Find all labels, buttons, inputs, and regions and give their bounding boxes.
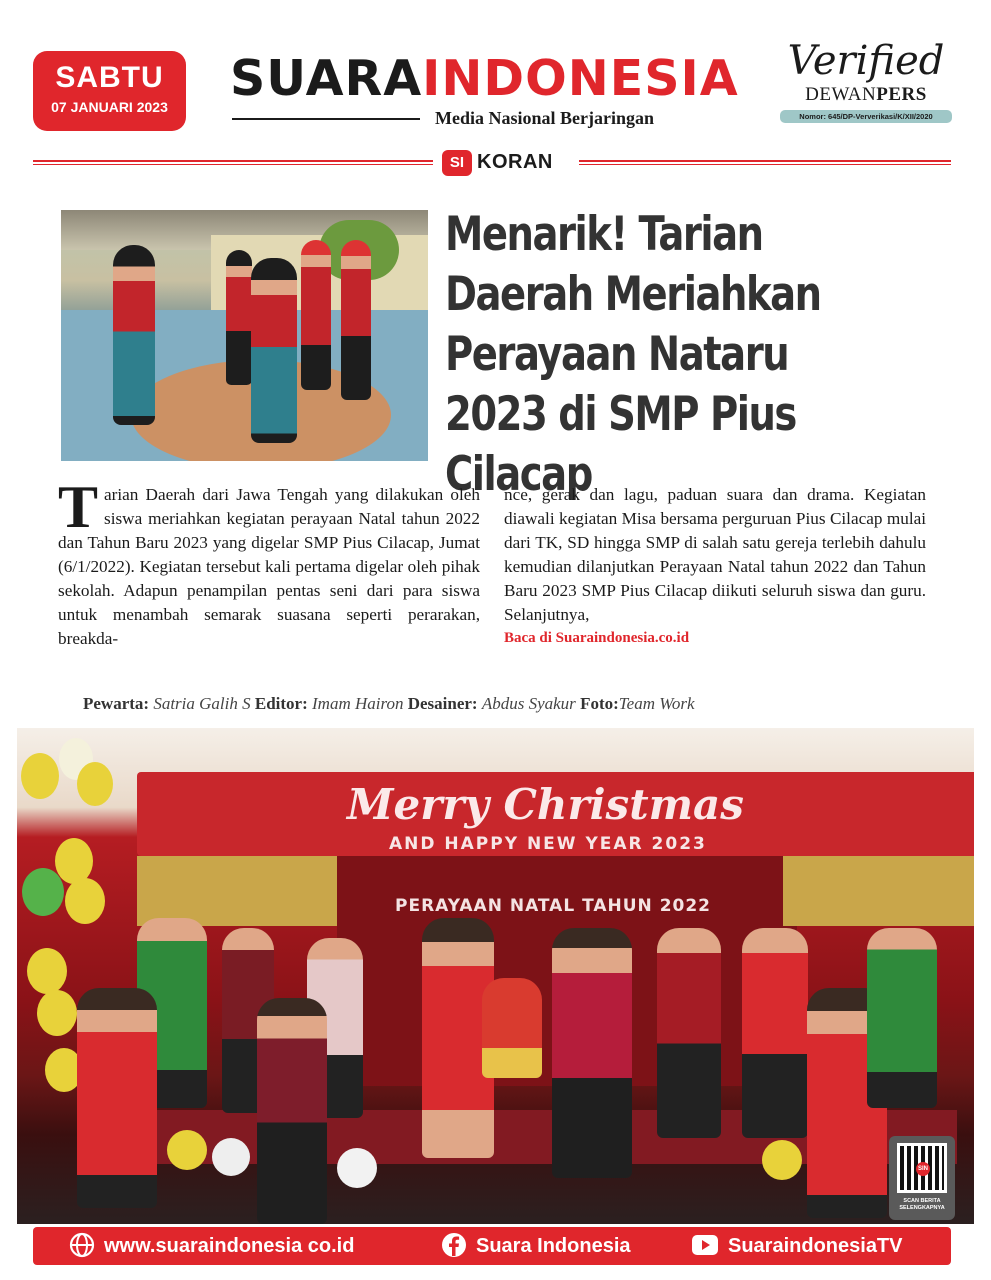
footer-bar xyxy=(33,1227,951,1265)
photo-balloon xyxy=(762,1140,802,1180)
article-headline: Menarik! Tarian Daerah Meriahkan Perayaan Nataru 2023 di SMP Pius Cilacap xyxy=(445,207,821,502)
editor-label: Editor: xyxy=(254,694,308,713)
photo-balloon xyxy=(212,1138,250,1176)
foto-label: Foto: xyxy=(580,694,619,713)
photo-curtain-left xyxy=(137,856,337,926)
section-label: KORAN xyxy=(477,151,553,173)
banner-happy-new-year: AND HAPPY NEW YEAR 2023 xyxy=(389,834,707,854)
facebook-icon xyxy=(441,1232,467,1258)
photo-performer xyxy=(482,978,542,1078)
day-label: SABTU xyxy=(55,61,164,94)
photo-balloon xyxy=(337,1148,377,1188)
dewan-pers xyxy=(776,84,956,106)
pewarta-label: Pewarta: xyxy=(83,694,150,713)
tagline-rule xyxy=(232,118,420,120)
pers-label: PERS xyxy=(876,84,927,105)
photo-curtain-right xyxy=(783,856,974,926)
article-body xyxy=(58,474,930,673)
photo-performer xyxy=(657,928,721,1138)
photo-balloon xyxy=(27,948,67,994)
article-photo-dancers xyxy=(61,210,428,461)
photo-performer xyxy=(867,928,937,1108)
pewarta-name: Satria Galih S xyxy=(153,694,251,713)
read-more-link[interactable]: Baca di Suaraindonesia.co.id xyxy=(504,630,690,646)
divider-line-left xyxy=(33,160,433,165)
photo-dancer xyxy=(113,245,155,425)
photo-performer xyxy=(552,928,632,1178)
article-column-1 xyxy=(58,474,480,651)
brand-logo[interactable] xyxy=(230,50,750,128)
divider-line-right xyxy=(579,160,951,165)
photo-balloon xyxy=(167,1130,207,1170)
qr-pattern xyxy=(897,1143,947,1193)
article-photo-stage xyxy=(17,728,974,1224)
footer-youtube: SuaraindonesiaTV xyxy=(728,1235,903,1257)
photo-performer xyxy=(77,988,157,1208)
date-label: 07 JANUARI 2023 xyxy=(51,99,168,115)
foto-name: Team Work xyxy=(618,694,695,713)
date-badge xyxy=(33,51,186,131)
qr-label: SCAN BERITA SELENGKAPNYA xyxy=(899,1198,945,1211)
photo-dancer xyxy=(251,258,297,443)
photo-balloon xyxy=(21,753,59,799)
verified-script: Verified xyxy=(787,38,945,84)
photo-dancer xyxy=(301,240,331,390)
photo-balloon xyxy=(37,990,77,1036)
photo-balloon xyxy=(22,868,64,916)
footer-website-link[interactable] xyxy=(69,1227,354,1265)
logo-part-suara: SUARA xyxy=(230,50,423,107)
photo-dancer xyxy=(226,250,252,385)
desainer-name: Abdus Syakur xyxy=(481,694,576,713)
logo-text xyxy=(230,52,750,106)
drop-cap: T xyxy=(58,474,99,540)
verification-number: Nomor: 645/DP-Ververikasi/K/XII/2020 xyxy=(780,110,952,123)
verified-dewan-pers xyxy=(776,38,956,123)
tagline: Media Nasional Berjaringan xyxy=(435,108,654,128)
photo-balloon xyxy=(55,838,93,884)
photo-balloon xyxy=(77,762,113,806)
article-credits xyxy=(83,694,695,714)
footer-facebook-link[interactable] xyxy=(441,1227,631,1265)
si-badge: SI xyxy=(442,150,472,176)
photo-balloon xyxy=(65,878,105,924)
column-1-text: arian Daerah dari Jawa Tengah yang dilakukan oleh siswa meriahkan kegiatan perayaan Natal tahun 2022 dan Tahun Baru 2023 yang digelar SMP Pius Cilacap, Jumat (6/1/2022). Kegiatan tersebut kali pertama digelar oleh pihak sekolah. Adapun penampilan pentas seni dari para siswa untuk menambah semarak suasana seperti perarakan, breakda- xyxy=(58,485,480,648)
globe-icon xyxy=(69,1232,95,1258)
editor-name: Imam Hairon xyxy=(312,694,404,713)
photo-performer xyxy=(742,928,808,1138)
column-2-text: nce, gerak dan lagu, paduan suara dan drama. Kegiatan diawali kegiatan Misa bersama perguruan Pius Cilacap mulai dari TK, SD hingga SMP di salah satu gereja terlebih dahulu kemudian dilanjutkan Perayaan Natal tahun 2022 dan Tahun Baru 2023 SMP Pius Cilacap diikuti seluruh siswa dan guru. Selanjutnya, xyxy=(504,485,926,624)
footer-youtube-link[interactable] xyxy=(691,1227,903,1265)
youtube-icon xyxy=(691,1234,719,1256)
article-column-2 xyxy=(504,483,926,649)
section-divider xyxy=(33,150,951,176)
logo-part-indonesia: INDONESIA xyxy=(422,50,739,107)
qr-logo: SIN xyxy=(916,1162,930,1176)
photo-performer xyxy=(257,998,327,1224)
desainer-label: Desainer: xyxy=(407,694,478,713)
backdrop-text: PERAYAAN NATAL TAHUN 2022 xyxy=(395,896,712,916)
footer-facebook: Suara Indonesia xyxy=(476,1235,631,1257)
footer-website: www.suaraindonesia co.id xyxy=(104,1235,355,1257)
photo-dancer xyxy=(341,240,371,400)
dewan-label: DEWAN xyxy=(805,84,877,105)
banner-merry-christmas: Merry Christmas xyxy=(347,780,744,829)
qr-code[interactable] xyxy=(889,1136,955,1220)
